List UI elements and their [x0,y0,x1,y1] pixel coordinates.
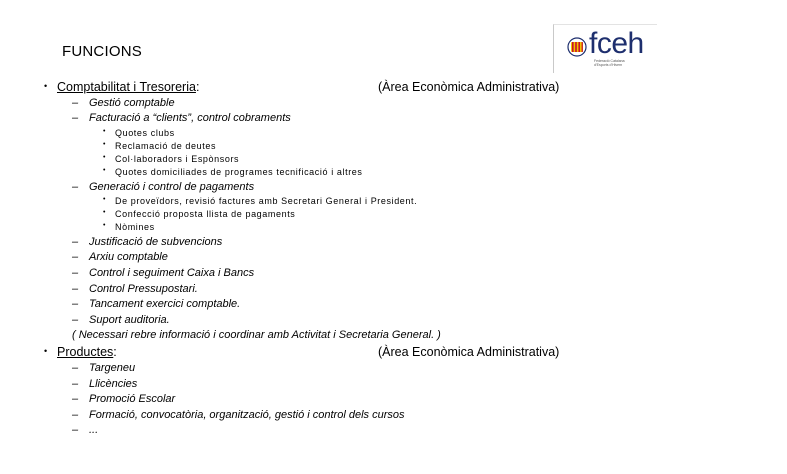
emblem-icon [567,37,587,57]
logo-wordmark: fceh [589,27,644,60]
bullet: • [44,346,48,356]
fceh-logo [553,24,657,73]
section-note: ( Necessari rebre informació i coordinar amb Activitat i Secretaria General. ) [72,329,441,341]
logo-subtitle: Federació Catalana d'Esports d'Hivern [594,59,625,67]
section-area-label: (Àrea Econòmica Administrativa) [378,345,560,359]
section-area-label: (Àrea Econòmica Administrativa) [378,80,560,94]
bullet: • [44,81,48,91]
slide-title: FUNCIONS [62,43,142,60]
